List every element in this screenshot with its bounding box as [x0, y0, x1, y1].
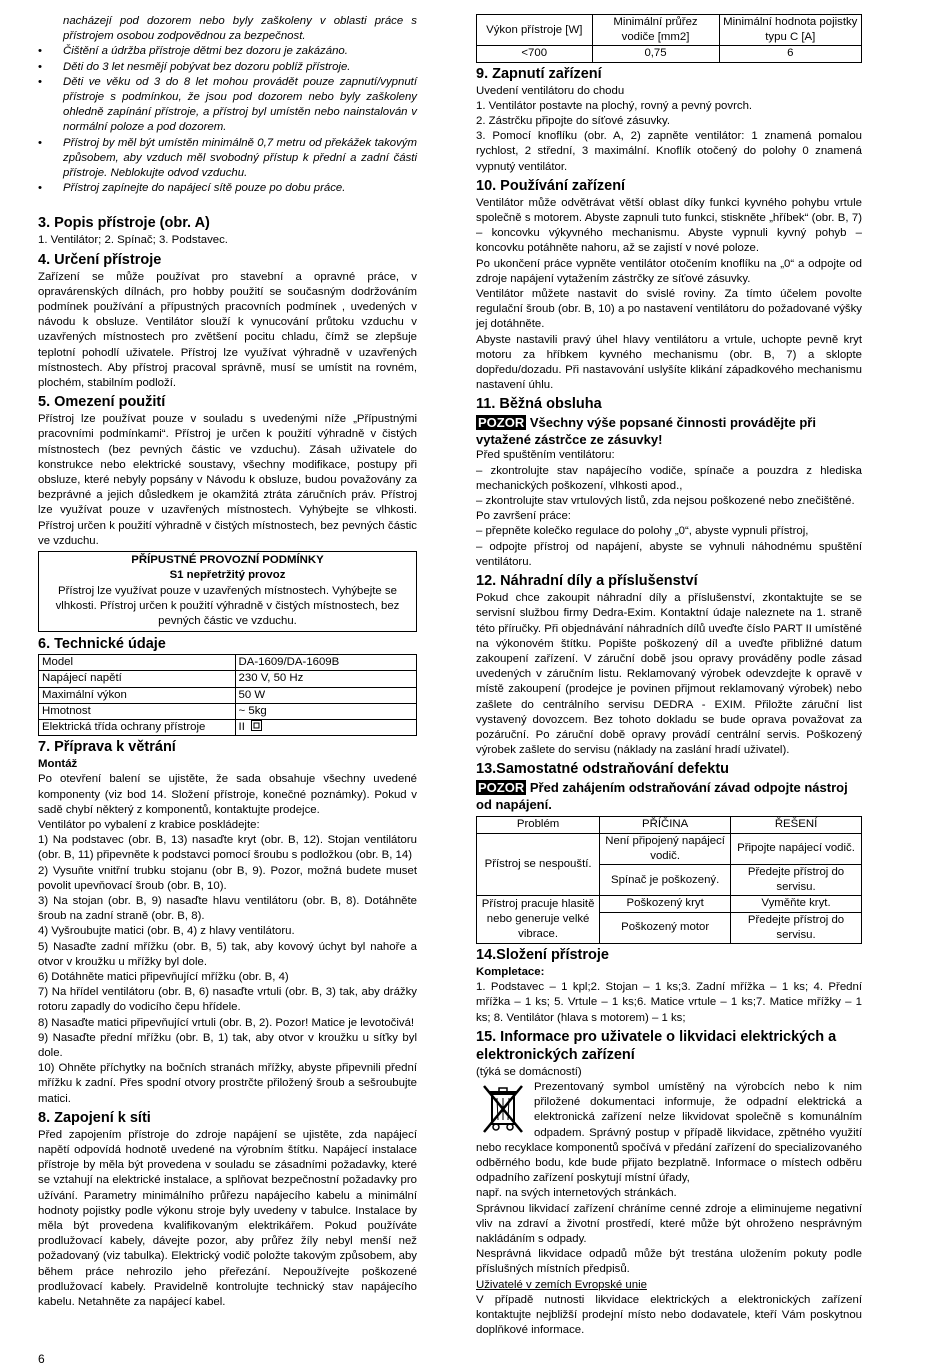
paragraph: 9) Nasaďte přední mřížku (obr. B, 1) tak, aby otvor v kroužku u síťky byl dole.	[38, 1031, 417, 1059]
section-3-title: 3. Popis přístroje (obr. A)	[38, 215, 210, 232]
paragraph: Ventilátor po vybalení z krabice poskládejte:	[38, 818, 260, 831]
power-table	[476, 14, 862, 63]
warning	[476, 779, 862, 813]
left-column	[38, 0, 417, 1310]
table-cell: Není připojený napájecí vodič.	[600, 833, 731, 864]
table-cell: Poškozený motor	[600, 912, 731, 943]
page-number: 6	[38, 1352, 45, 1366]
list-item: • Přístroj by měl být umístěn minimálně 0,7 metru od překážek takovým způsobem, aby vzduch měl svobodný přístup k přední a zadní části přístroje. Neblokujte odvod vzduchu.	[38, 136, 417, 182]
tech-key: Hmotnost	[39, 703, 236, 719]
table-header: PŘÍČINA	[600, 817, 731, 833]
tech-value: ~ 5kg	[235, 703, 416, 719]
section-15-note: (týká se domácností)	[476, 1065, 582, 1078]
eu-users-text: V případě nutnosti likvidace elektrických a elektronických zařízení kontaktujte nejbližší prodejní místo nebo dodavatele, kteří Vám poskytnou doplňkové informace.	[476, 1293, 862, 1337]
tech-key: Maximální výkon	[39, 687, 236, 703]
section-13-title: 13.Samostatné odstraňování defektu	[476, 761, 730, 778]
paragraph: Po otevření balení se ujistěte, že sada obsahuje všechny uvedené komponenty (viz bod 14. Složení přístroje, konečné poznámky). Pokud v sadě chybí některý z komponentů, kontaktujte prodejce.	[38, 773, 417, 816]
tech-key: Napájecí napětí	[39, 671, 236, 687]
double-insulation-icon	[251, 720, 262, 731]
section-14-title: 14.Složení přístroje	[476, 946, 609, 963]
section-15-text: např. na svých internetových stránkách.	[476, 1187, 677, 1200]
tech-value: DA-1609/DA-1609B	[235, 655, 416, 671]
section-15-text: Nesprávná likvidace odpadů může být trestána uložením pokuty podle příslušných místních předpisů.	[476, 1248, 862, 1276]
table-row	[477, 896, 862, 912]
box-subtitle: S1 nepřetržitý provoz	[169, 569, 286, 582]
paragraph: 6) Dotáhněte matici připevňující mřížku (obr. B, 4)	[38, 970, 289, 983]
table-cell: Vyměňte kryt.	[731, 896, 862, 912]
table-cell: Připojte napájecí vodič.	[731, 833, 862, 864]
paragraph: Po ukončení práce vypněte ventilátor otočením knoflíku na „0“ a odpojte od zdroje napájení vytažením zástrčky ze síťové zásuvky.	[476, 257, 862, 285]
paragraph: 3. Pomocí knoflíku (obr. A, 2) zapněte ventilátor: 1 znamená pomalou rychlost, 2 střední, 3 maximální. Knoflík otočený do polohy 0 znamená vypnutý ventilátor.	[476, 130, 862, 173]
table-cell: 0,75	[592, 46, 719, 62]
list-item: • Čištění a údržba přístroje dětmi bez dozoru je zakázáno.	[38, 44, 417, 59]
table-header-row	[477, 817, 862, 833]
table-row	[39, 703, 417, 719]
table-row	[39, 671, 417, 687]
warning-text: Všechny výše popsané činnosti provádějte při vytažené zástrčce ze zásuvky!	[476, 415, 816, 448]
table-cell: Předejte přístroj do servisu.	[731, 912, 862, 943]
paragraph: Uvedení ventilátoru do chodu	[476, 84, 625, 97]
table-cell: Spínač je poškozený.	[600, 864, 731, 895]
section-7-subtitle: Montáž	[38, 758, 78, 771]
tech-value-cell	[235, 719, 416, 735]
section-14-subtitle: Kompletace:	[476, 965, 545, 978]
section-14-text: 1. Podstavec – 1 kpl;2. Stojan – 1 ks;3. Zadní mřížka – 1 ks; 4. Přední mřížka – 1 ks; 5. Vrtule – 1 ks;6. Matice vrtule – 1 ks;7. Matice mřížky – 1 ks; 8. Ventilátor (hlava s motorem) – 1 ks;	[476, 981, 862, 1024]
paragraph: 10) Ohněte příchytky na bočních stranách mřížky, abyste připevnili přední mřížku k zadní. Přes spodní otvory prostrčte přiložený šroub a sešroubujte matici.	[38, 1062, 417, 1105]
table-cell: 6	[719, 46, 861, 62]
section-3-text: 1. Ventilátor; 2. Spínač; 3. Podstavec.	[38, 234, 228, 247]
table-cell: Předejte přístroj do servisu.	[731, 864, 862, 895]
table-cell: Přístroj se nespouští.	[477, 833, 600, 896]
section-6-title: 6. Technické údaje	[38, 636, 166, 653]
eu-users-title: Uživatelé v zemích Evropské unie	[476, 1278, 647, 1291]
paragraph: 2) Vysuňte vnitřní trubku stojanu (obr B, 9). Pozor, možná budete muset povolit upevňovací šroub (obr. B, 10).	[38, 864, 417, 892]
paragraph: – zkontrolujte stav napájecího vodiče, spínače a pouzdra z hlediska mechanických poškození, vlhkosti apod.,	[476, 464, 862, 492]
section-10-title: 10. Používání zařízení	[476, 177, 626, 194]
paragraph: 5) Nasaďte zadní mřížku (obr. B, 5) tak, aby kovový úchyt byl nahoře a otvor v kroužku u mřížky byl dole.	[38, 940, 417, 968]
section-12-text: Pokud chce zakoupit náhradní díly a příslušenství, zkontaktujte se se servisní službou firmy Dedra-Exim. Kontaktní údaje naleznete na 1. straně této příručky. Při objednávání náhradních dílů uveďte číslo PART II umístěné na výkonovém štítku. Popište poškozený díl a uveďte přibližné datum zakoupení zařízení. V záruční době jsou opravy prováděny podle zásad uvedených v záručním listu. Reklamovaný výrobek odevzdejte k opravě v místě zakoupení (prodejce je povinen přijmout reklamovaný výrobek) nebo zašlete do centrálního servisu DEDRA - EXIM. Přiložte záruční list vystavený dovozcem. Bez tohoto dokladu se bude oprava považovat za pozáruční. Po záruční době opravy provádí centrální servis. Poškozený výrobek zašlete do servisu (náklady na zaslání hradí uživatel).	[476, 592, 862, 757]
list-item: • Děti do 3 let nesmějí pobývat bez dozoru poblíž přístroje.	[38, 60, 417, 75]
paragraph: Před spuštěním ventilátoru:	[476, 449, 615, 462]
troubleshooting-table	[476, 816, 862, 944]
paragraph: Ventilátor může odvětrávat větší oblast díky funkci kyvného pohybu vrtule společně s motorem. Abyste zapnuli tuto funkci, stiskněte „hříbek“ (obr. B, 7) – koncovku výkyvného mechanismu. Abyste vypnuli kyvný pohyb – koncovku potáhněte nahoru, až se zajistí v nové poloze.	[476, 196, 862, 255]
paragraph: 1. Ventilátor postavte na plochý, rovný a pevný povrch.	[476, 99, 753, 112]
section-4-title: 4. Určení přístroje	[38, 251, 162, 268]
tech-value: 50 W	[235, 687, 416, 703]
table-cell: Přístroj pracuje hlasitě nebo generuje velké vibrace.	[477, 896, 600, 944]
table-header-row	[477, 15, 862, 46]
table-row	[39, 655, 417, 671]
crossed-bin-icon	[480, 1082, 526, 1136]
paragraph: 3) Na stojan (obr. B, 9) nasaďte hlavu ventilátoru (obr. B, 8). Dotáhněte šroub na zadní straně (obr. B, 8).	[38, 894, 417, 923]
right-column	[476, 0, 862, 1338]
section-8-text: Před zapojením přístroje do zdroje napájení se ujistěte, zda napájecí napětí odpovídá hodnotě uvedené na výrobním štítku. Napájecí instalace přístroje by měla být provedena v souladu se zásadními požadavky, které se vztahují na elektrické instalace, a splňovat bezpečnostní požadavky pro užívání. Parametry minimálního průřezu napájecího kabelu a minimální hodnoty pojistky podle výkonu stroje byly uvedeny v tabulce. Instalace by měla být provedena kvalifikovaným elektrikářem. Pokud používáte prodlužovací kabely, dávejte pozor, aby průřez žíly nebyl menší než požadovaný (viz tabulka). Elektrický vodič položte takovým způsobem, aby během práce nehrozilo jeho přeřezání. Nepoužívejte poškozené prodlužovací kabely. Pravidelně kontrolujte technický stav napájecího kabelu. Netahněte za napájecí kabel.	[38, 1128, 417, 1309]
section-8-title: 8. Zapojení k síti	[38, 1109, 151, 1126]
section-5-title: 5. Omezení použití	[38, 394, 166, 411]
section-4-text: Zařízení se může používat pro stavební a opravné práce, v opravárenských dílnách, pro hobby použití se současným dodržováním podmínek používání a přípustných pracovních podmínek , uvedených v návodu k obsluze. Ventilátor slouží k vynucování průtoku vzduchu v uzavřených místnostech pro zvětšení pocitu chladu, čímž se zlepšuje teplotní pohodlí uživatele. Přístroj lze využívat výhradně v uzavřených místnostech. Aby přístroj pracoval správně, musí se umístit na rovném, plochém, stabilním podloží.	[38, 270, 417, 390]
paragraph: – zkontrolujte stav vrtulových listů, zda nejsou poškozené nebo znečištěné.	[476, 495, 855, 508]
tech-key: Model	[39, 655, 236, 671]
box-title: PŘÍPUSTNÉ PROVOZNÍ PODMÍNKY	[131, 554, 324, 567]
tech-value: 230 V, 50 Hz	[235, 671, 416, 687]
section-5-text: Přístroj lze používat pouze v souladu s uvedenými níže „Přípustnými pracovními podmínkami“. Přístroj je určen k použití výhradně v čistých místnostech (bez pevných částic ve vzduchu). Zásah uživatele do konstrukce nebo elektrické soustavy, všechny modifikace, postupy při obsluze, které nebyly popsány v Návodu k obsluze, budou považovány za bezprávné a jejich důsledkem je okamžitá ztráta záručních práv. Přístroj lze využívat pouze v uzavřených místnostech. Vyhýbejte se vlhkosti. Přístroj určen k použití výhradně v čistých místnostech, bez pevných částic ve vzduchu.	[38, 413, 417, 547]
paragraph: Abyste nastavili pravý úhel hlavy ventilátoru a vrtule, uchopte pevně kryt motoru za hříbkem kyvného mechanismu (obr. B, 7) a sklopte dopředu/dozadu. Při nastavování uslyšíte klikání západkového mechanismu nastavení úhlu.	[476, 333, 862, 392]
section-11-title: 11. Běžná obsluha	[476, 396, 602, 413]
table-header: Problém	[477, 817, 600, 833]
paragraph: Po završení práce:	[476, 510, 571, 523]
warning	[476, 414, 862, 448]
section-9-title: 9. Zapnutí zařízení	[476, 65, 602, 82]
table-row	[477, 46, 862, 62]
paragraph: 7) Na hřídel ventilátoru (obr. B, 6) nasaďte vrtuli (obr. B, 3) tak, aby drážky rotoru zapadly do vodicího čepu hřídele.	[38, 986, 417, 1014]
paragraph: – odpojte přístroj od napájení, abyste se vyhnuli náhodnému spuštění ventilátoru.	[476, 540, 862, 568]
warning-text: Před zahájením odstraňování závad odpojte nástroj od napájení.	[476, 780, 848, 813]
section-7-title: 7. Příprava k větrání	[38, 739, 176, 756]
tech-key: Elektrická třída ochrany přístroje	[39, 719, 236, 735]
paragraph: 8) Nasaďte matici připevňující vrtuli (obr. B, 2). Pozor! Matice je levotočivá!	[38, 1016, 415, 1029]
table-header: ŘEŠENÍ	[731, 817, 862, 833]
table-header: Výkon přístroje [W]	[477, 15, 593, 46]
tech-table	[38, 654, 417, 736]
pozor-label: POZOR	[478, 415, 525, 431]
paragraph: 2. Zástrčku připojte do síťové zásuvky.	[476, 115, 670, 128]
table-header: Minimální hodnota pojistky typu C [A]	[719, 15, 861, 46]
table-header: Minimální průřez vodiče [mm2]	[592, 15, 719, 46]
table-cell: Poškozený kryt	[600, 896, 731, 912]
table-row	[39, 719, 417, 735]
table-row	[477, 833, 862, 864]
pozor-label: POZOR	[478, 780, 525, 796]
paragraph: Ventilátor můžete nastavit do svislé roviny. Za tímto účelem povolte regulační šroub (obr. B, 10) a po nastavení ventilátoru do požadované výšky jej dotáhněte.	[476, 288, 862, 331]
intro-text: nacházejí pod dozorem nebo byly zaškoleny v oblasti práce s přístrojem osobou zodpovědnou za bezpečnost.	[63, 15, 417, 43]
section-15-title: 15. Informace pro uživatele o likvidaci elektrických a elektronických zařízení	[476, 1028, 837, 1063]
tech-value: II	[238, 720, 245, 733]
section-15-text: Prezentovaný symbol umístěný na výrobcích nebo k nim přiložené dokumentaci informuje, že odpadní elektrická a elektronická zařízení nelze likvidovat společně s komunálním odpadem. Správný postup v případě likvidace, zpětného využití nebo recyklace komponentů spočívá v předání zařízení do specializovaného odběrného bodu, kde bude přijato bezplatně. Informace o místech odběru odpadního zařízení poskytují místní úřady,	[476, 1080, 862, 1185]
section-12-title: 12. Náhradní díly a příslušenství	[476, 573, 698, 590]
paragraph: – přepněte kolečko regulace do polohy „0“, abyste vypnuli přístroj,	[476, 525, 809, 538]
paragraph: 1) Na podstavec (obr. B, 13) nasaďte kryt (obr. B, 12). Stojan ventilátoru (obr. B, 11) připevněte k podstavci pomocí šroubu s podložkou (obr. B, 14)	[38, 834, 417, 862]
list-item: • Děti ve věku od 3 do 8 let mohou provádět pouze zapnutí/vypnutí přístroje s podmínkou, že jsou pod dozorem nebo byly zaškoleny ohledně zapínání přístroje, a přístroj byl umístěn nebo nainstalován v normální poloze a pod dozorem.	[38, 75, 417, 136]
operating-conditions-box	[38, 551, 417, 632]
box-text: Přístroj lze využívat pouze v uzavřených místnostech. Vyhýbejte se vlhkosti. Přístroj určen k použití výhradně v čistých místnostech, bez pevných částic ve vzduchu.	[55, 584, 400, 627]
table-row	[39, 687, 417, 703]
paragraph: 4) Vyšroubujte matici (obr. B, 4) z hlavy ventilátoru.	[38, 925, 295, 938]
list-item: • Přístroj zapínejte do napájecí sítě pouze po dobu práce.	[38, 181, 417, 196]
section-15-text: Správnou likvidací zařízení chráníme cenné zdroje a eliminujeme negativní vliv na zdraví a životní prostředí, které může být ohroženo nesprávným nakládáním s odpady.	[476, 1202, 862, 1245]
safety-bullets	[38, 44, 417, 196]
table-cell: <700	[477, 46, 593, 62]
